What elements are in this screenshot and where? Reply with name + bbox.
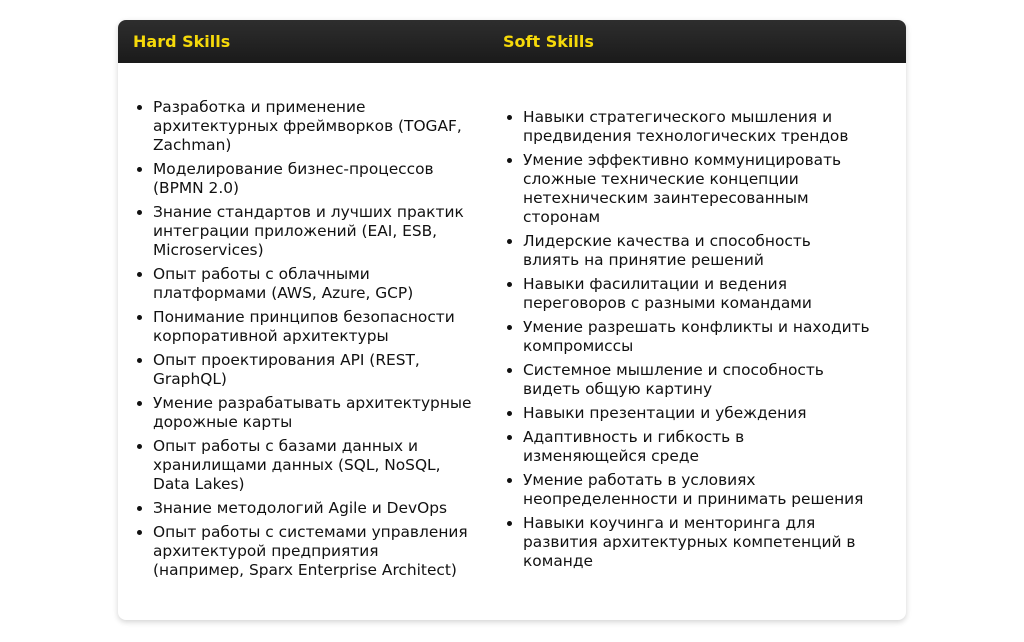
list-item: • Навыки фасилитации и ведения переговоров с разными командами — [523, 275, 871, 313]
hard-skills-list — [133, 98, 493, 585]
list-item: • Системное мышление и способность видеть общую картину — [523, 361, 871, 399]
soft-skills-heading: Soft Skills — [503, 32, 594, 51]
list-item: • Знание методологий Agile и DevOps — [153, 499, 473, 518]
list-item: • Умение разрешать конфликты и находить компромиссы — [523, 318, 871, 356]
list-item: • Навыки коучинга и менторинга для развития архитектурных компетенций в команде — [523, 514, 871, 571]
list-item: • Умение эффективно коммуницировать сложные технические концепции нетехническим заинтересованным сторонам — [523, 151, 871, 227]
list-item: • Знание стандартов и лучших практик интеграции приложений (EAI, ESB, Microservices) — [153, 203, 473, 260]
list-item: • Навыки стратегического мышления и предвидения технологических трендов — [523, 108, 871, 146]
list-item: • Понимание принципов безопасности корпоративной архитектуры — [153, 308, 473, 346]
table-header — [118, 20, 906, 63]
list-item: • Умение работать в условиях неопределенности и принимать решения — [523, 471, 871, 509]
list-item: • Адаптивность и гибкость в изменяющейся среде — [523, 428, 871, 466]
table-body — [118, 63, 906, 620]
list-item: • Опыт работы с базами данных и хранилищами данных (SQL, NoSQL, Data Lakes) — [153, 437, 473, 494]
list-item: • Опыт проектирования API (REST, GraphQL) — [153, 351, 473, 389]
list-item: • Моделирование бизнес-процессов (BPMN 2.0) — [153, 160, 473, 198]
hard-skills-column — [133, 63, 493, 620]
soft-skills-column — [503, 63, 870, 620]
list-item: • Лидерские качества и способность влиять на принятие решений — [523, 232, 871, 270]
skills-table — [118, 20, 906, 620]
list-item: • Разработка и применение архитектурных фреймворков (TOGAF, Zachman) — [153, 98, 473, 155]
list-item: • Опыт работы с облачными платформами (AWS, Azure, GCP) — [153, 265, 473, 303]
hard-skills-heading: Hard Skills — [133, 32, 231, 51]
soft-skills-list — [503, 107, 870, 576]
list-item: • Навыки презентации и убеждения — [523, 404, 871, 423]
list-item: • Опыт работы с системами управления архитектурой предприятия (например, Sparx Enterprise Architect) — [153, 523, 473, 580]
list-item: • Умение разрабатывать архитектурные дорожные карты — [153, 394, 473, 432]
